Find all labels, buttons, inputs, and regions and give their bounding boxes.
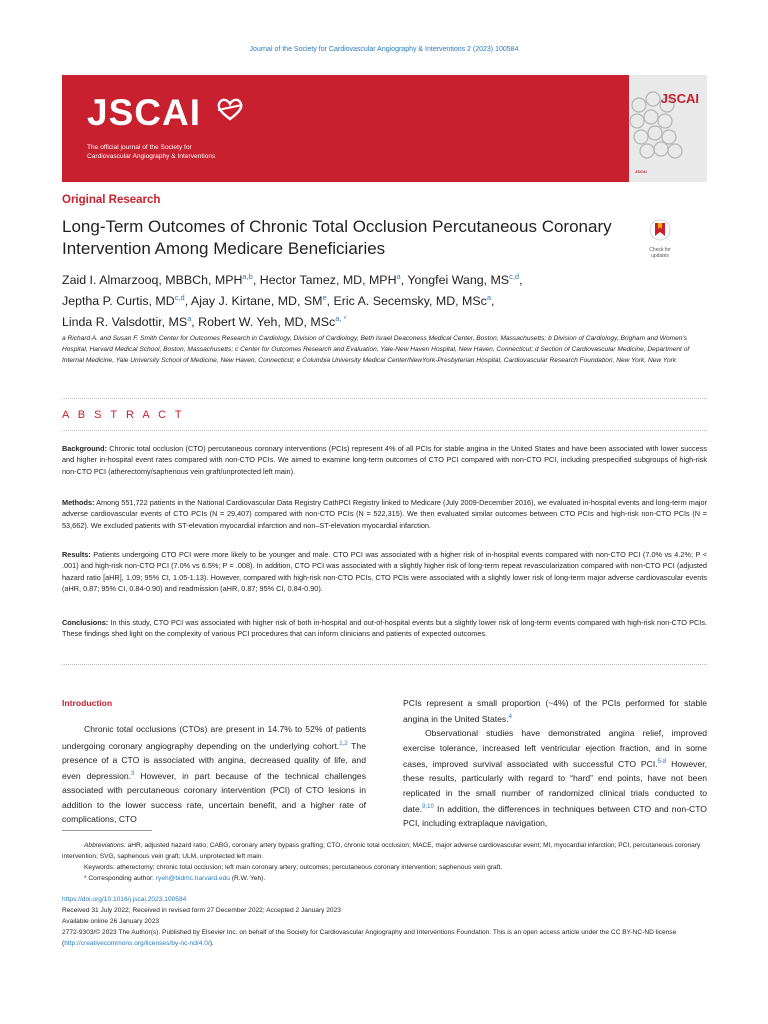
cover-footer: JSCAI	[635, 169, 647, 174]
check-updates-icon	[649, 219, 671, 243]
abstract-conclusions: Conclusions: In this study, CTO PCI was associated with higher risk of both in-hospital and out-of-hospital events but a slightly lower risk of long-term events compared with high-risk non-CTO PCIs. These findings shed light on the complexity of various PCI procedures that can inform clinicians and patients of expected outcomes.	[62, 618, 707, 639]
affiliations: a Richard A. and Susan F. Smith Center for Outcomes Research in Cardiology, Division of Cardiology, Beth Israel Deaconess Medical Center, Boston, Massachusetts; b Division of Cardiology, Brigham and Women's Hospital, Harvard Medical School, Boston, Massachusetts; c Center for Outcomes Research and Evaluation, Yale-New Haven Hospital, New Haven, Connecticut; d Section of Cardiovascular Medicine, Department of Internal Medicine, Yale University School of Medicine, New Haven, Connecticut; e Columbia University Medical Center/NewYork-Presbyterian Hospital, Cardiovascular Research Foundation, New York, New York	[62, 335, 690, 364]
cover-title: JSCAI	[660, 91, 699, 106]
publication-info	[62, 894, 707, 949]
abstract-heading: A B S T R A C T	[62, 409, 185, 421]
intro-paragraph-2: Observational studies have demonstrated angina relief, improved exercise tolerance, increased left ventricular ejection fraction, and in some cases, improved survival associated with successful CTO PCI.$^{5-8}$ However, these results, particularly with regard to “hard” end points, have not been replicated in the small number of randomized clinical trials conducted to date.$^{9,10}$ In addition, the differences in techniques between CTO and non-CTO PCI, including extraplaque navigation,	[403, 728, 707, 828]
doi-link[interactable]: https://doi.org/10.1016/j.jscai.2023.100584	[62, 896, 187, 903]
article-type: Original Research	[62, 194, 161, 206]
check-for-updates-button[interactable]	[640, 219, 680, 259]
citation-link[interactable]: 1,2	[339, 740, 348, 747]
heart-logo-icon	[215, 97, 245, 121]
intro-paragraph-1: Chronic total occlusions (CTOs) are present in 14.7% to 52% of patients undergoing coronary angiography depending on the underlying cohort.$^{1,2}$ The presence of a CTO is associated with angina, decreased quality of life, and even depression.$^3$ However, in part because of the technical challenges associated with percutaneous coronary intervention (PCI) of CTO lesions in addition to the lower success rate, uncertain benefit, and a higher rate of complications, CTO	[62, 724, 367, 824]
left-column	[62, 696, 366, 826]
copyright: 2772-9303/© 2023 The Author(s). Published by Elsevier Inc. on behalf of the Society for Cardiovascular Angiography and Interventions Foundation. This is an open access article under the CC BY-NC-ND license (http://creativecommons.org/licenses/by-nc-nd/4.0/).	[62, 929, 677, 947]
author-line-1: Zaid I. Almarzooq, MBBCh, MPH$^{a,b}$, Hector Tamez, MD, MPH$^a$, Yongfei Wang, MS$^{c,d}$,	[62, 272, 523, 288]
intro-paragraph-cont: PCIs represent a small proportion (~4%) of the PCIs performed for stable angina in the United States.$^4$	[403, 698, 707, 725]
abstract-background: Background: Chronic total occlusion (CTO) percutaneous coronary interventions (PCIs) represent 4% of all PCIs for stable angina in the United States and have been associated with lower success and higher in-hospital event rates compared with non-CTO PCIs. We aimed to examine long-term outcomes of CTO PCI compared with non-CTO PCI, including prespecified subgroups of high-risk non-CTO PCI (atherectomy/saphenous vein graft/unprotected left main).	[62, 444, 707, 476]
check-updates-label: Check for updates	[649, 247, 671, 259]
abstract-results: Results: Patients undergoing CTO PCI were more likely to be younger and male. CTO PCI was associated with a higher risk of in-hospital events compared with non-CTO PCI (7.0% vs 4.2%; P < .001) and high-risk non-CTO PCI (7.0% vs 6.5%; P = .008). In addition, CTO PCI was associated with a slightly higher risk of long-term repeat revascularization compared with non-CTO PCI (adjusted hazard ratio [aHR], 1.09; 95% CI, 1.05-1.13). However, compared with high-risk non-CTO PCIs, CTO PCIs were associated with a slightly lower risk of long-term major adverse cardiovascular events (aHR, 0.87; 95% CI, 0.84-0.90) and readmission (aHR, 0.87; 95% CI, 0.84-0.90).	[62, 550, 707, 594]
journal-logo: JSCAI	[87, 92, 201, 133]
citation-link[interactable]: 5-8	[657, 759, 667, 766]
right-column	[403, 696, 707, 830]
abbreviations: Abbreviations: aHR, adjusted hazard ratio; CABG, coronary artery bypass grafting; CTO, chronic total occlusion; MACE, major adverse cardiovascular event; MI, myocardial infarction; PCI, percutaneous coronary intervention; SVG, saphenous vein graft; ULM, unprotected left main.	[62, 842, 701, 860]
corresponding-author: * Corresponding author: ryeh@bidmc.harvard.edu (R.W. Yeh).	[84, 875, 266, 882]
journal-citation[interactable]: Journal of the Society for Cardiovascular Angiography & Interventions 2 (2023) 100584	[249, 46, 519, 53]
article-title: Long-Term Outcomes of Chronic Total Occlusion Percutaneous Coronary Intervention Among Medicare Beneficiaries	[62, 217, 612, 258]
abstract-methods: Methods: Among 551,722 patients in the National Cardiovascular Data Registry CathPCI Registry linked to Medicare (July 2009-December 2016), we evaluated in-hospital events and long-term major adverse cardiovascular events of CTO PCIs (N = 29,407) compared with non-CTO PCIs (N = 522,315). We then evaluated similar outcomes between CTO PCIs and high-risk non-CTO PCIs (N = 53,662). We excluded patients with ST-elevation myocardial infarction and non–ST-elevation myocardial infarction.	[62, 498, 707, 530]
author-line-2: Jeptha P. Curtis, MD$^{c,d}$, Ajay J. Kirtane, MD, $SM^e$, Eric A. Secemsky, MD, MSc$^a$,	[62, 293, 495, 309]
online-date: Available online 26 January 2023	[62, 918, 160, 925]
divider	[62, 664, 707, 665]
corresponding-email-link[interactable]: ryeh@bidmc.harvard.edu	[155, 875, 230, 882]
citation-link[interactable]: 3	[131, 771, 135, 778]
banner-subtitle: The official journal of the Society for Cardiovascular Angiography & Interventions	[87, 144, 216, 160]
author-line-3: Linda R. Valsdottir, $MS^a$, Robert W. Yeh, MD, MSc$^{a, *}$	[62, 314, 347, 330]
journal-banner	[62, 75, 707, 182]
footnotes	[62, 840, 707, 884]
received-dates: Received 31 July 2022; Received in revised form 27 December 2022; Accepted 2 January 2023	[62, 907, 341, 914]
footnote-divider	[62, 830, 152, 831]
license-link[interactable]: http://creativecommons.org/licenses/by-nc-nd/4.0/	[64, 940, 210, 947]
keywords: Keywords: atherectomy; chronic total occlusion; left main coronary artery; outcomes; percutaneous coronary intervention; saphenous vein graft.	[84, 864, 503, 871]
divider	[62, 430, 707, 431]
divider	[62, 398, 707, 399]
intro-heading: Introduction	[62, 698, 113, 708]
citation-link[interactable]: 9,10	[422, 803, 434, 810]
journal-cover-thumbnail[interactable]	[629, 75, 707, 182]
author-list	[62, 268, 662, 331]
citation-link[interactable]: 4	[508, 714, 512, 721]
